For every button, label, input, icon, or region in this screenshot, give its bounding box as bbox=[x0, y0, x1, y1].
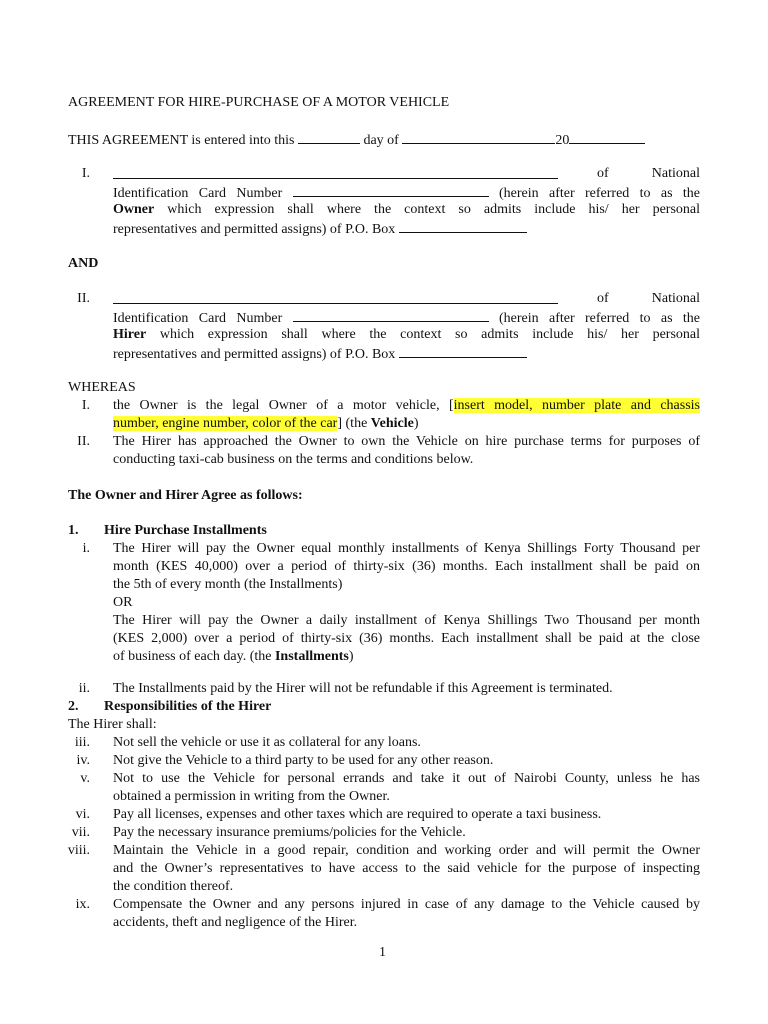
clause-v-text: Not to use the Vehicle for personal errands and take it out of Nairobi County, unless he has obtained a permission in writing from the Owner. bbox=[113, 771, 700, 804]
party2-pobox-blank[interactable] bbox=[399, 344, 527, 358]
party1-body: Identification Card Number (herein after referred to as the Owner which expression shall where the context so admits include his/ her personal representatives and permitted assigns) of P.O. Box bbox=[113, 183, 700, 237]
clause-vii-number: vii. bbox=[71, 825, 90, 840]
clause-iv-text: Not give the Vehicle to a third party to be used for any other reason. bbox=[113, 753, 494, 768]
clause-vii-text: Pay the necessary insurance premiums/policies for the Vehicle. bbox=[113, 825, 466, 840]
party1-of-national: of National bbox=[597, 166, 700, 181]
clause-i-number: i. bbox=[82, 541, 90, 556]
page-number: 1 bbox=[379, 945, 386, 960]
clause-iv-number: iv. bbox=[76, 753, 90, 768]
clause-ii-number: ii. bbox=[78, 681, 90, 696]
clause-v-number: v. bbox=[80, 771, 90, 786]
whereas-heading: WHEREAS bbox=[68, 380, 136, 395]
section-1-heading: Hire Purchase Installments bbox=[104, 523, 267, 538]
clause-viii-text: Maintain the Vehicle in a good repair, condition and working order and will permit the Owner and the Owner’s representatives to have access to the said vehicle for the purpose of inspecting the condition thereof. bbox=[113, 843, 700, 894]
party2-number: II. bbox=[77, 291, 90, 306]
party1-id-blank[interactable] bbox=[293, 183, 489, 197]
whereas-2-text: The Hirer has approached the Owner to own the Vehicle on hire purchase terms for purposes of conducting taxi-cab business on the terms and conditions below. bbox=[113, 434, 700, 467]
party1-pobox-blank[interactable] bbox=[399, 219, 527, 233]
section-2-number: 2. bbox=[68, 699, 79, 714]
section-1-number: 1. bbox=[68, 523, 79, 538]
agree-heading: The Owner and Hirer Agree as follows: bbox=[68, 488, 303, 503]
intro-line: THIS AGREEMENT is entered into this day of 20 bbox=[68, 130, 645, 150]
placeholder-highlight: insert model, number plate and chassis bbox=[453, 398, 700, 413]
clause-iii-text: Not sell the vehicle or use it as collateral for any loans. bbox=[113, 735, 421, 750]
month-blank[interactable] bbox=[402, 130, 555, 144]
clause-ix-text: Compensate the Owner and any persons injured in case of any damage to the Vehicle caused by accidents, theft and negligence of the Hirer. bbox=[113, 897, 700, 930]
section-2-intro: The Hirer shall: bbox=[68, 717, 157, 732]
year-blank[interactable] bbox=[569, 130, 645, 144]
and-heading: AND bbox=[68, 256, 99, 271]
clause-viii-number: viii. bbox=[67, 843, 90, 858]
section-2-heading: Responsibilities of the Hirer bbox=[104, 699, 272, 714]
whereas-2-number: II. bbox=[77, 434, 90, 449]
party2-body: Identification Card Number (herein after referred to as the Hirer which expression shall where the context so admits include his/ her personal representatives and permitted assigns) of P.O. Box bbox=[113, 308, 700, 362]
party2-name-blank[interactable] bbox=[113, 290, 558, 310]
clause-vi-text: Pay all licenses, expenses and other taxes which are required to operate a taxi business. bbox=[113, 807, 602, 822]
clause-iii-number: iii. bbox=[74, 735, 90, 750]
whereas-1-text: the Owner is the legal Owner of a motor vehicle, [insert model, number plate and chassis number, engine number, color of the car] (the Vehicle) bbox=[113, 398, 700, 431]
clause-i-text: The Hirer will pay the Owner equal monthly installments of Kenya Shillings Forty Thousand per month (KES 40,000) over a period of thirty-six (36) months. Each installment shall be paid on the 5th of every month (the Installments) OR The Hirer will pay the Owner a daily installment of Kenya Shillings Two Thousand per month (KES 2,000) over a period of thirty-six (36) months. Each installment shall be paid at the close of business of each day. (the Installments) bbox=[113, 541, 700, 664]
party1-name-blank[interactable] bbox=[113, 165, 558, 185]
clause-ii-text: The Installments paid by the Hirer will not be refundable if this Agreement is terminated. bbox=[113, 681, 613, 696]
party1-number: I. bbox=[81, 166, 90, 181]
whereas-1-number: I. bbox=[81, 398, 90, 413]
clause-vi-number: vi. bbox=[75, 807, 90, 822]
document-title: AGREEMENT FOR HIRE-PURCHASE OF A MOTOR VEHICLE bbox=[68, 95, 450, 110]
party2-of-national: of National bbox=[597, 291, 700, 306]
day-blank[interactable] bbox=[298, 130, 360, 144]
party2-id-blank[interactable] bbox=[293, 308, 489, 322]
placeholder-highlight: number, engine number, color of the car bbox=[113, 416, 338, 431]
clause-ix-number: ix. bbox=[75, 897, 90, 912]
